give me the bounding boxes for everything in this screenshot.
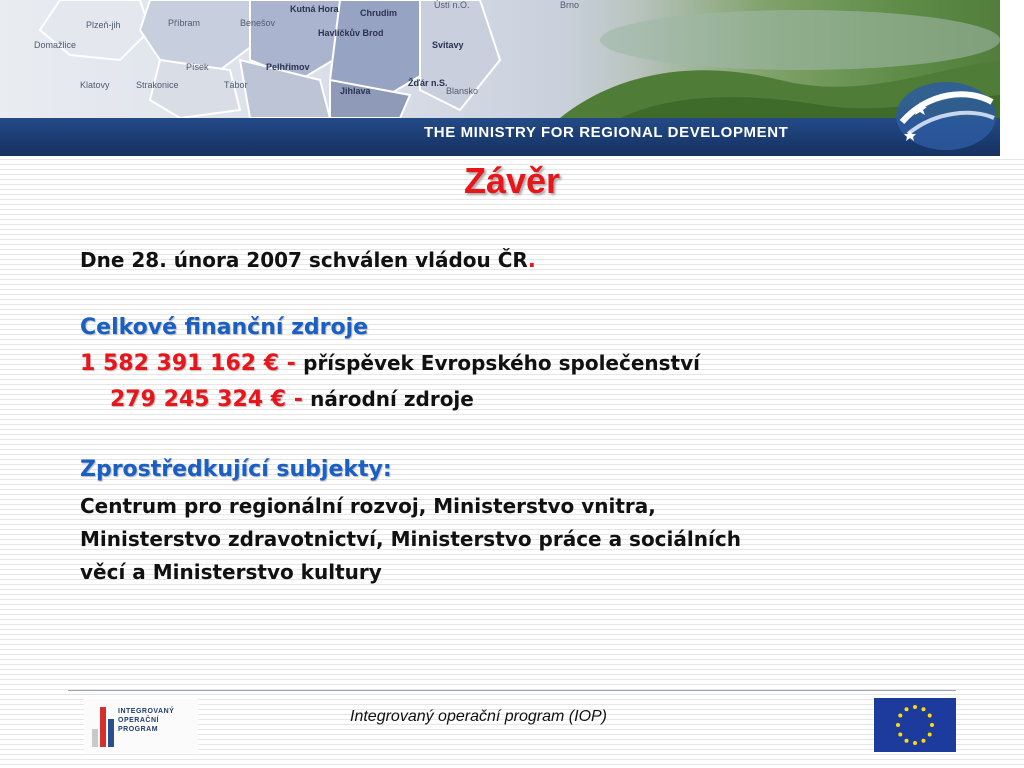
map-place: Plzeň-jih <box>86 20 121 30</box>
resources-heading: Celkové finanční zdroje <box>80 315 369 340</box>
regional-map-image <box>0 0 1024 118</box>
map-place: Strakonice <box>136 80 179 90</box>
map-place: Kutná Hora <box>290 4 339 14</box>
national-resources-line <box>110 387 474 412</box>
map-place: Žďár n.S. <box>408 78 448 88</box>
national-label: národní zdroje <box>310 387 474 411</box>
iop-logo <box>84 699 198 753</box>
iop-logo-bars-icon <box>92 707 114 747</box>
map-place: Písek <box>186 62 209 72</box>
map-place: Domažlice <box>34 40 77 50</box>
intermediaries-heading: Zprostředkující subjekty: <box>80 457 392 482</box>
eu-flag-icon <box>874 698 956 752</box>
map-place: Blansko <box>446 86 479 96</box>
approval-text: Dne 28. února 2007 schválen vládou ČR <box>80 248 528 272</box>
eu-contribution-line <box>80 351 700 376</box>
map-place: Chrudim <box>360 8 397 18</box>
map-place: Klatovy <box>80 80 110 90</box>
banner-edge <box>1000 0 1024 158</box>
footer-divider <box>68 690 956 691</box>
eu-amount: 1 582 391 162 € - <box>80 351 296 376</box>
national-amount: 279 245 324 € - <box>110 387 303 412</box>
intermediaries-line: Ministerstvo zdravotnictví, Ministerstvo práce a sociálních <box>80 527 741 551</box>
map-place: Ústí n.O. <box>434 0 470 10</box>
approval-line <box>80 248 536 272</box>
map-place: Tábor <box>224 80 248 90</box>
program-name: Integrovaný operační program (IOP) <box>350 708 608 725</box>
intermediaries-line: věcí a Ministerstvo kultury <box>80 560 382 584</box>
map-place: Benešov <box>240 18 276 28</box>
map-place: Svitavy <box>432 40 464 50</box>
map-place: Pelhřimov <box>266 62 310 72</box>
map-regions <box>0 0 1024 118</box>
ministry-title: THE MINISTRY FOR REGIONAL DEVELOPMENT <box>424 124 789 141</box>
iop-logo-text: INTEGROVANÝ OPERAČNÍ PROGRAM <box>118 708 175 733</box>
approval-dot: . <box>527 248 536 272</box>
header-banner <box>0 0 1024 158</box>
slide-title: Závěr <box>463 160 561 201</box>
eu-label: příspěvek Evropského společenství <box>303 351 700 375</box>
map-place: Jihlava <box>340 86 371 96</box>
intermediaries-line: Centrum pro regionální rozvoj, Ministerstvo vnitra, <box>80 494 656 518</box>
map-place: Brno <box>560 0 580 10</box>
map-place: Příbram <box>168 18 201 28</box>
ministry-logo-icon <box>888 72 998 154</box>
map-place: Havlíčkův Brod <box>318 28 384 38</box>
